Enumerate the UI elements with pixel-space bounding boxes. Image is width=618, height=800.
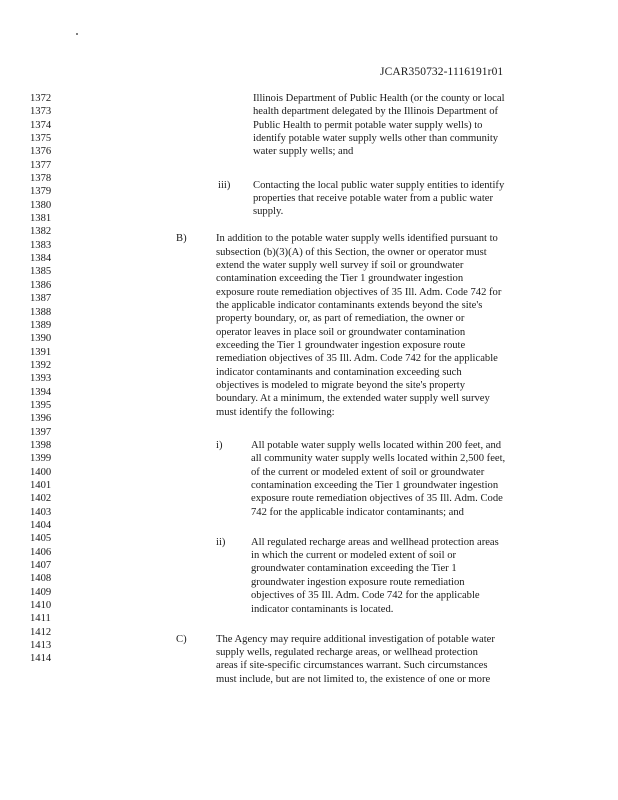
line-number: 1401 <box>30 479 52 491</box>
line-number: 1396 <box>30 413 52 425</box>
line-number: 1390 <box>30 333 52 345</box>
line-number: 1403 <box>30 506 52 518</box>
line-number: 1413 <box>30 640 52 652</box>
text-line: Illinois Department of Public Health (or the county or local <box>253 93 505 104</box>
text-line: extend the water supply well survey if soil or groundwater <box>216 259 464 271</box>
line-number: 1385 <box>30 266 52 278</box>
line-number: 1410 <box>30 600 52 612</box>
text-line: must identify the following: <box>216 406 335 418</box>
item-b-ii-marker: ii) <box>216 536 226 548</box>
item-iii-text <box>253 179 504 219</box>
line-number: 1376 <box>30 146 52 158</box>
line-number: 1387 <box>30 293 52 305</box>
item-b-i-text <box>251 439 505 519</box>
line-number: 1408 <box>30 573 52 585</box>
text-line: remediation objectives of 35 Ill. Adm. Code 742 for the applicable <box>216 353 498 365</box>
item-iii-marker: iii) <box>218 179 231 191</box>
text-line: Public Health to permit potable water supply wells) to <box>253 119 483 131</box>
item-b-i-marker: i) <box>216 440 223 452</box>
text-line: identify potable water supply wells other than community <box>253 133 499 145</box>
text-line: indicator contaminants is located. <box>251 603 394 615</box>
line-number: 1372 <box>30 93 52 104</box>
line-number: 1381 <box>30 213 52 225</box>
line-number: 1382 <box>30 226 52 238</box>
line-number: 1375 <box>30 133 52 145</box>
line-number: 1405 <box>30 533 52 545</box>
line-number: 1388 <box>30 306 52 318</box>
text-line: exposure route remediation objectives of 35 Ill. Adm. Code <box>251 493 503 505</box>
line-number: 1383 <box>30 239 52 251</box>
line-number: 1393 <box>30 373 52 385</box>
line-number: 1400 <box>30 466 52 478</box>
text-line: Contacting the local public water supply entities to identify <box>253 179 505 191</box>
item-b-ii-text <box>251 536 499 616</box>
text-line: the applicable indicator contaminants extends beyond the site's <box>216 299 483 311</box>
text-line: All regulated recharge areas and wellhead protection areas <box>251 536 499 548</box>
line-number: 1409 <box>30 586 52 598</box>
line-number: 1380 <box>30 199 52 211</box>
text-line: contamination exceeding the Tier 1 groundwater ingestion <box>216 273 464 285</box>
line-number: 1377 <box>30 159 52 171</box>
subsection-a-continuation <box>253 92 505 159</box>
line-number: 1395 <box>30 399 52 411</box>
text-line: must include, but are not limited to, the existence of one or more <box>216 673 491 685</box>
scan-speck <box>76 33 78 35</box>
item-c-marker: C) <box>176 633 187 645</box>
line-number: 1378 <box>30 173 52 185</box>
text-line: operator leaves in place soil or groundwater contamination <box>216 326 466 338</box>
text-line: In addition to the potable water supply wells identified pursuant to <box>216 233 498 245</box>
text-line: groundwater contamination exceeding the Tier 1 <box>251 563 457 575</box>
text-line: supply wells, regulated recharge areas, or wellhead protection <box>216 646 478 658</box>
line-number: 1397 <box>30 426 52 438</box>
line-number: 1386 <box>30 279 52 291</box>
line-number: 1407 <box>30 560 52 572</box>
line-number: 1379 <box>30 186 52 198</box>
line-number-gutter <box>30 92 51 666</box>
text-line: all community water supply wells located within 2,500 feet, <box>251 453 506 465</box>
text-line: of the current or modeled extent of soil or groundwater <box>251 466 485 478</box>
line-number: 1404 <box>30 520 52 531</box>
text-line: subsection (b)(3)(A) of this Section, the owner or operator must <box>216 246 487 258</box>
line-number: 1374 <box>30 119 52 131</box>
text-line: The Agency may require additional investigation of potable water <box>216 633 495 645</box>
line-number: 1411 <box>30 613 51 625</box>
item-c-text <box>216 633 495 686</box>
text-line: objectives of 35 Ill. Adm. Code 742 for the applicable <box>251 590 480 602</box>
text-line: water supply wells; and <box>253 146 354 158</box>
text-line: indicator contaminants and contamination exceeding such <box>216 366 462 378</box>
text-line: contamination exceeding the Tier 1 groundwater ingestion <box>251 480 499 492</box>
text-line: health department delegated by the Illinois Department of <box>253 106 499 118</box>
text-line: supply. <box>253 206 284 218</box>
line-number: 1402 <box>30 493 52 505</box>
text-line: 742 for the applicable indicator contaminants; and <box>251 506 464 518</box>
text-line: exposure route remediation objectives of 35 Ill. Adm. Code 742 for <box>216 286 502 298</box>
line-number: 1414 <box>30 653 52 665</box>
item-b-text <box>216 232 501 419</box>
text-line: properties that receive potable water from a public water <box>253 193 494 205</box>
line-number: 1392 <box>30 359 52 371</box>
text-line: boundary. At a minimum, the extended water supply well survey <box>216 393 490 405</box>
line-number: 1394 <box>30 386 52 398</box>
text-line: areas if site-specific circumstances warrant. Such circumstances <box>216 660 488 672</box>
text-line: groundwater ingestion exposure route remediation <box>251 576 465 588</box>
line-number: 1389 <box>30 319 52 331</box>
item-b-marker: B) <box>176 233 187 245</box>
text-line: property boundary, or, as part of remediation, the owner or <box>216 313 465 325</box>
line-number: 1373 <box>30 106 52 118</box>
line-number: 1412 <box>30 626 52 638</box>
line-number: 1398 <box>30 439 52 451</box>
line-number: 1406 <box>30 546 52 558</box>
line-number: 1399 <box>30 453 52 465</box>
text-line: exceeding the Tier 1 groundwater ingestion exposure route <box>216 339 466 351</box>
text-line: objectives is modeled to migrate beyond the site's property <box>216 379 466 391</box>
document-id-header: JCAR350732-1116191r01 <box>380 66 504 78</box>
text-line: All potable water supply wells located within 200 feet, and <box>251 440 502 452</box>
line-number: 1391 <box>30 346 52 358</box>
line-number: 1384 <box>30 253 52 265</box>
text-line: in which the current or modeled extent of soil or <box>251 550 457 562</box>
